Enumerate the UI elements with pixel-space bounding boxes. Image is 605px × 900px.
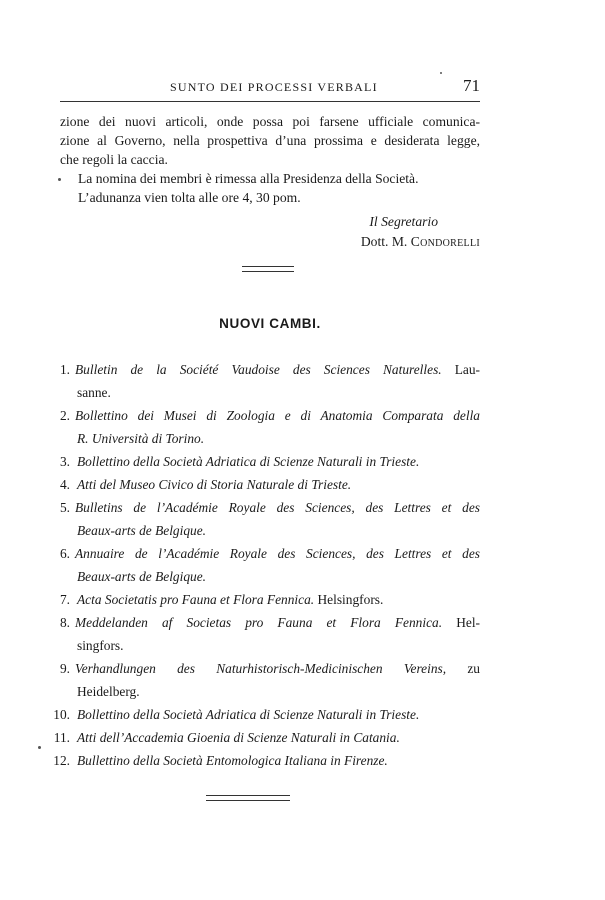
exchange-item	[48, 726, 480, 749]
exchange-title-line	[75, 611, 480, 634]
exchange-title-line	[75, 496, 480, 519]
exchange-title-line	[75, 749, 480, 772]
exchange-title-line	[75, 634, 480, 657]
exchange-title-line	[75, 519, 480, 542]
exchange-item	[48, 588, 480, 611]
section-divider	[242, 266, 294, 272]
minutes-text	[60, 112, 480, 207]
exchange-title-text: Acta Societatis pro Fauna et Flora Fennica.	[77, 592, 315, 607]
exchange-title	[75, 473, 480, 496]
paragraph: La nomina dei membri è rimessa alla Presidenza della Società.	[78, 171, 419, 186]
exchange-title	[75, 450, 480, 473]
exchange-title-line	[75, 726, 480, 749]
exchange-title-line	[75, 657, 480, 680]
exchange-title	[75, 749, 480, 772]
exchange-item	[48, 611, 480, 657]
exchange-place: Hel-	[456, 615, 480, 630]
exchange-title-text: Bollettino della Società Adriatica di Scienze Naturali in Trieste.	[77, 454, 420, 469]
exchange-title-text: Bulletin de la Société Vaudoise des Sciences Naturelles.	[75, 362, 442, 377]
exchange-number: 7.	[59, 592, 70, 607]
exchange-number: 12.	[53, 753, 70, 768]
exchange-title-text: Bollettino della Società Adriatica di Scienze Naturali in Trieste.	[77, 707, 420, 722]
exchange-place: Heidelberg.	[77, 684, 140, 699]
exchange-title-text: Bulletins de l’Académie Royale des Sciences, des Lettres et des	[75, 500, 480, 515]
signature-surname: Condorelli	[410, 234, 480, 249]
exchange-title-text: R. Università di Torino.	[77, 431, 205, 446]
paragraph-line: zione al Governo, nella prospettiva d’una prossima e desiderata legge,	[60, 133, 480, 148]
signature-role: Il Segretario	[369, 214, 438, 229]
header-rule	[60, 101, 480, 102]
exchange-place: Helsingfors.	[317, 592, 384, 607]
exchange-title-text: Bollettino dei Musei di Zoologia e di Anatomia Comparata della	[75, 408, 480, 423]
exchange-title-text: Verhandlungen des Naturhistorisch-Medicinischen Vereins,	[75, 661, 447, 676]
exchange-title	[75, 726, 480, 749]
exchange-number: 5.	[59, 500, 70, 515]
exchange-number: 10.	[53, 707, 70, 722]
exchange-title	[75, 404, 480, 450]
exchange-title-line	[75, 473, 480, 496]
exchange-item	[48, 404, 480, 450]
exchange-number: 1.	[59, 362, 70, 377]
exchange-place: sanne.	[77, 385, 111, 400]
exchange-number: 3.	[59, 454, 70, 469]
exchange-title-text: Atti dell’Accademia Gioenia di Scienze Naturali in Catania.	[77, 730, 400, 745]
exchange-title	[75, 611, 480, 657]
exchange-number: 8.	[59, 615, 70, 630]
exchange-title-line	[75, 588, 480, 611]
exchange-place: singfors.	[77, 638, 124, 653]
exchange-number: 9.	[59, 661, 70, 676]
exchange-list	[48, 358, 480, 772]
exchange-title-text: Bullettino della Società Entomologica Italiana in Firenze.	[77, 753, 388, 768]
signature-prefix: Dott. M.	[360, 234, 408, 249]
running-title: SUNTO DEI PROCESSI VERBALI	[170, 80, 378, 94]
exchange-number: 11.	[53, 730, 70, 745]
exchange-item	[48, 542, 480, 588]
exchange-title	[75, 358, 480, 404]
section-title: NUOVI CAMBI.	[219, 316, 321, 331]
exchange-item	[48, 496, 480, 542]
exchange-title	[75, 657, 480, 703]
exchange-item	[48, 703, 480, 726]
exchange-title-line	[75, 680, 480, 703]
running-head	[60, 76, 480, 100]
exchange-place: zu	[467, 661, 480, 676]
print-speck	[440, 72, 442, 74]
exchange-title-text: Beaux-arts de Belgique.	[77, 523, 207, 538]
exchange-title-line	[75, 703, 480, 726]
exchange-title-text: Beaux-arts de Belgique.	[77, 569, 207, 584]
exchange-title-line	[75, 427, 480, 450]
paragraph-line: zione dei nuovi articoli, onde possa poi farsene ufficiale comunica-	[60, 114, 480, 129]
exchange-item	[48, 749, 480, 772]
exchange-item	[48, 358, 480, 404]
exchange-title-line	[75, 450, 480, 473]
exchange-item	[48, 473, 480, 496]
signature-block	[361, 212, 480, 252]
exchange-number: 2.	[59, 408, 70, 423]
exchange-title-line	[75, 381, 480, 404]
end-divider	[206, 795, 290, 801]
exchange-title-line	[75, 542, 480, 565]
page-number: 71	[463, 76, 480, 95]
exchange-title-line	[75, 565, 480, 588]
print-speck	[58, 178, 61, 181]
exchange-title-line	[75, 358, 480, 381]
exchange-item	[48, 450, 480, 473]
exchange-place: Lau-	[454, 362, 480, 377]
exchange-item	[48, 657, 480, 703]
exchange-title	[75, 496, 480, 542]
exchange-title	[75, 542, 480, 588]
exchange-title-text: Atti del Museo Civico di Storia Naturale di Trieste.	[77, 477, 352, 492]
signature-name	[361, 232, 480, 252]
exchange-title	[75, 588, 480, 611]
exchange-title	[75, 703, 480, 726]
print-speck	[38, 746, 41, 749]
exchange-title-line	[75, 404, 480, 427]
paragraph: L’adunanza vien tolta alle ore 4, 30 pom.	[78, 190, 301, 205]
exchange-number: 4.	[59, 477, 70, 492]
paragraph-line: che regoli la caccia.	[60, 152, 168, 167]
exchange-number: 6.	[59, 546, 70, 561]
exchange-title-text: Meddelanden af Societas pro Fauna et Flora Fennica.	[75, 615, 443, 630]
exchange-title-text: Annuaire de l’Académie Royale des Sciences, des Lettres et des	[75, 546, 480, 561]
